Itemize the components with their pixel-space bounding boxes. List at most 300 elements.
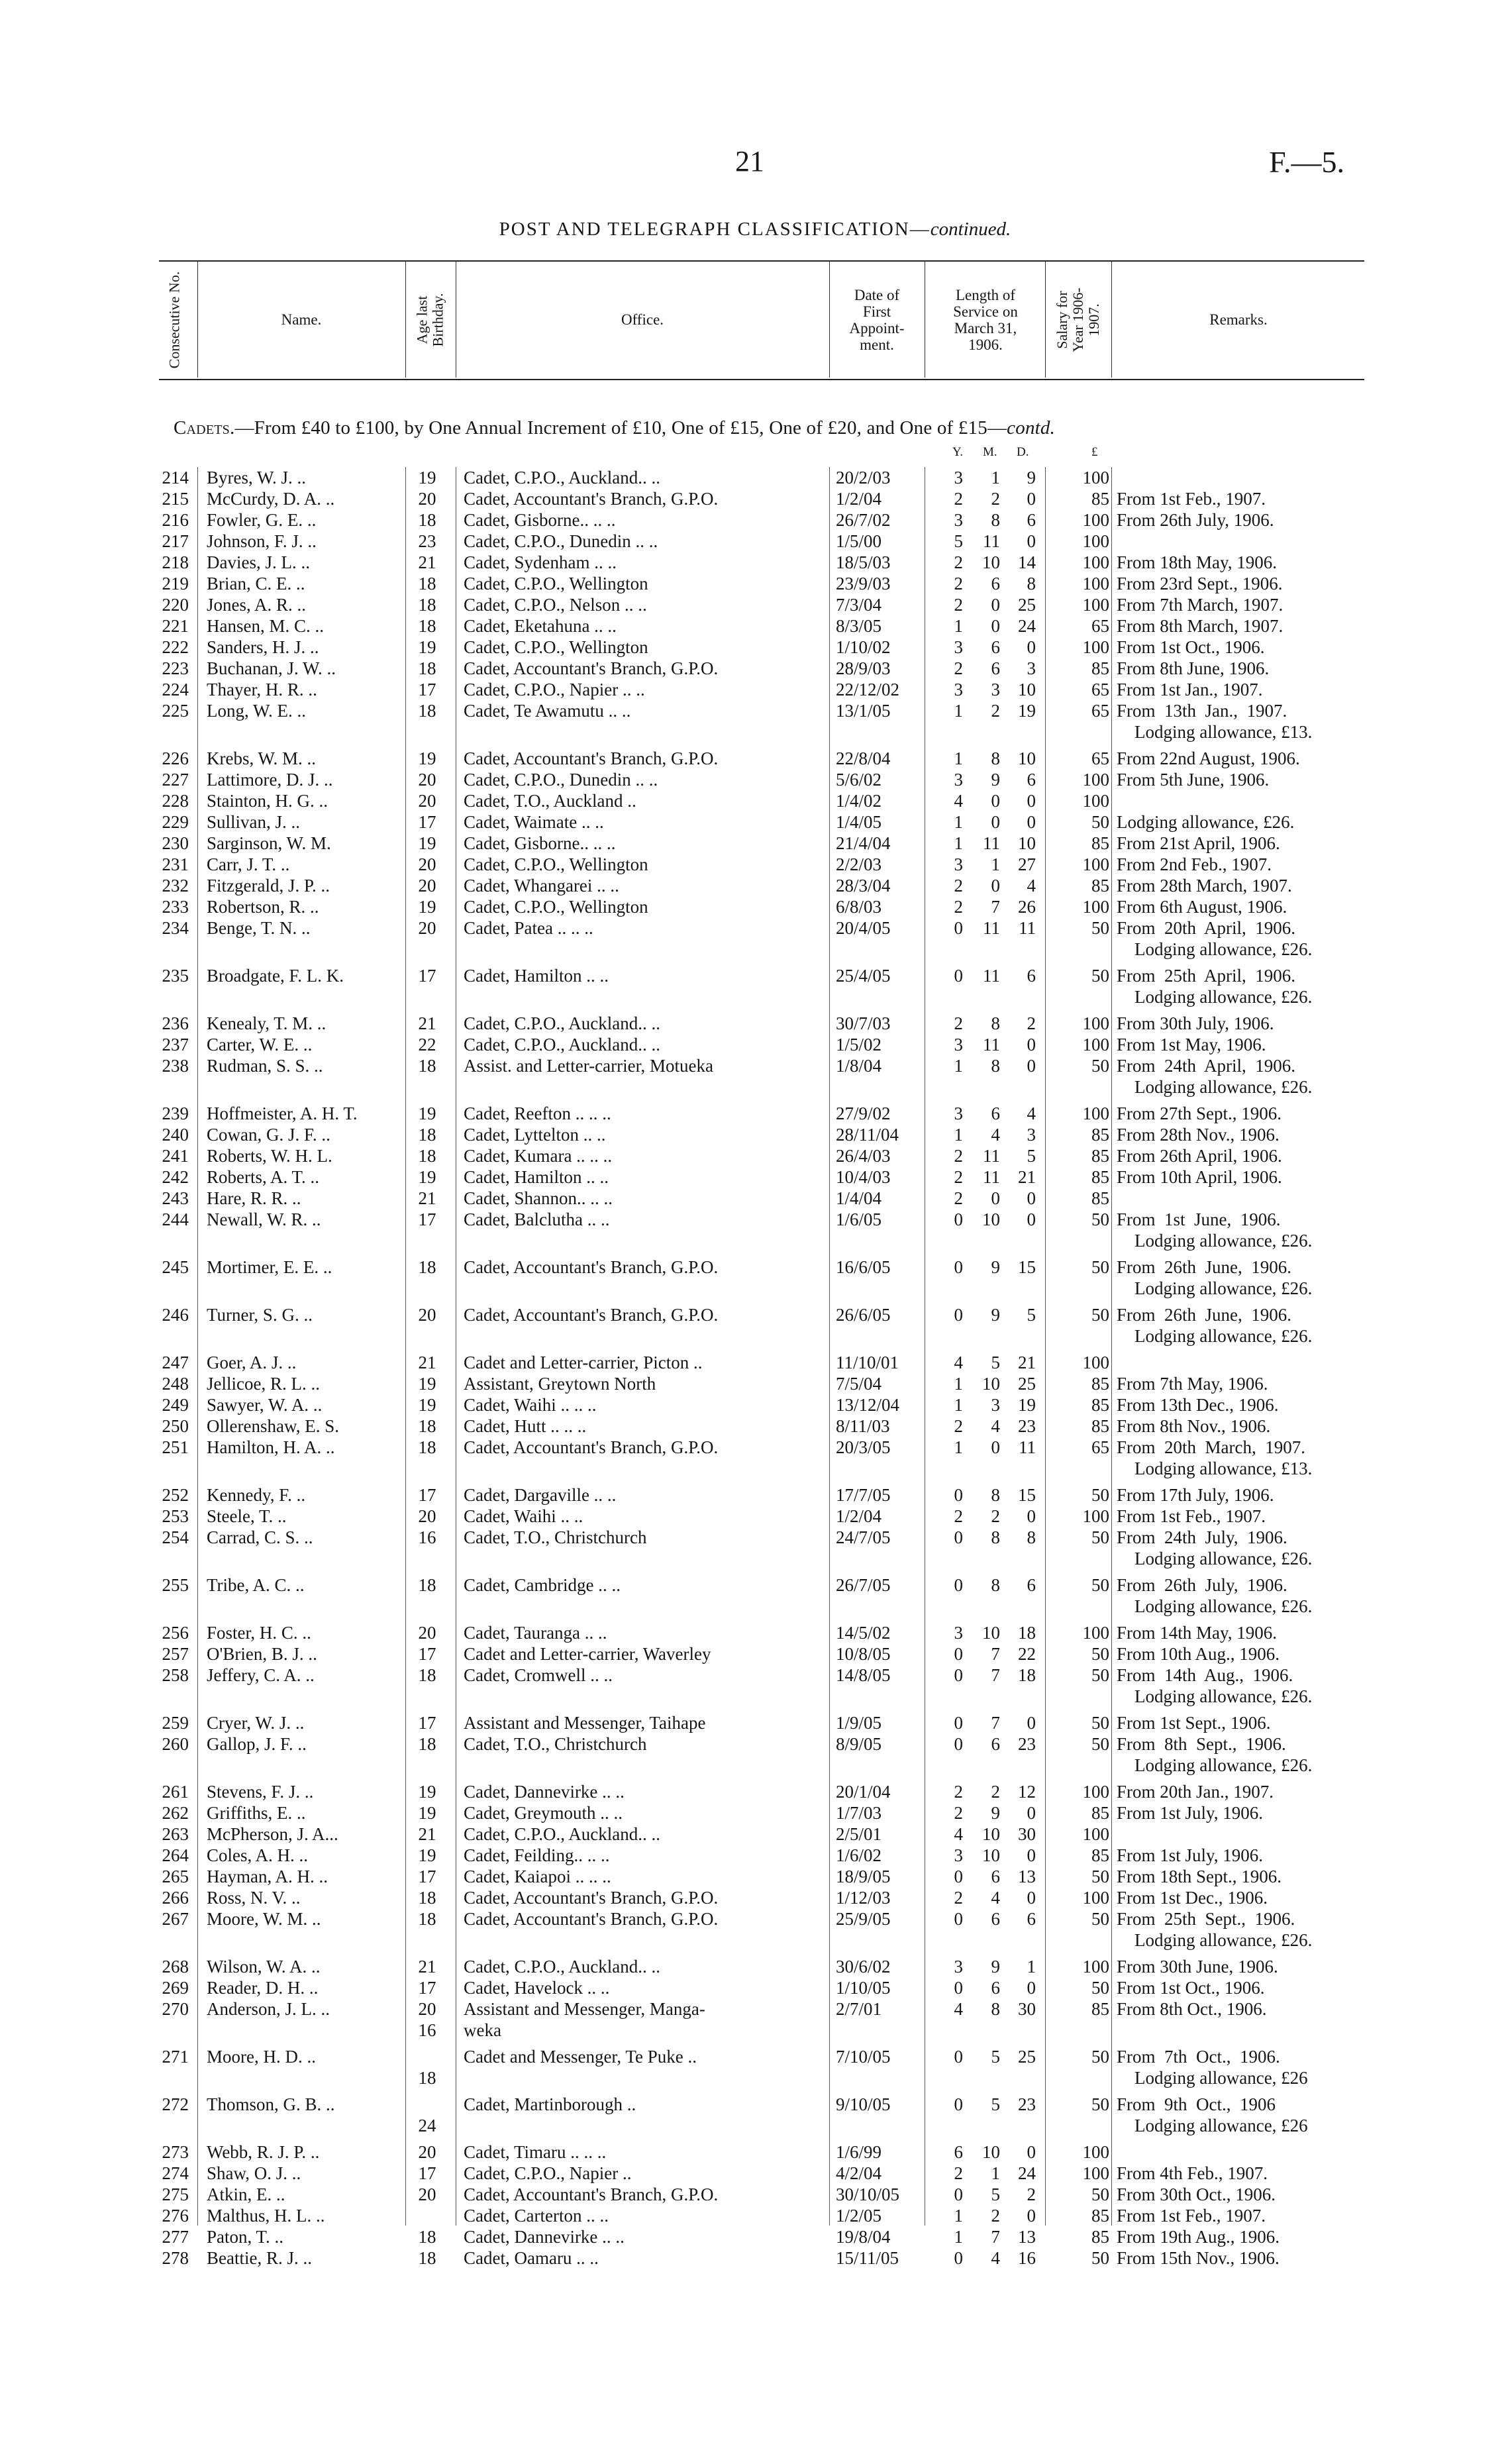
employee-name: Thomson, G. B. .. <box>207 2094 335 2114</box>
service-months: 6 <box>991 1978 1000 1998</box>
service-years: 0 <box>954 1305 963 1325</box>
service-years: 0 <box>954 1575 963 1595</box>
employee-name: Cowan, G. J. F. .. <box>207 1125 330 1145</box>
table-row <box>0 811 1510 833</box>
first-appointment-date: 2/7/01 <box>836 1999 882 2019</box>
remarks: From 27th Sept., 1906. <box>1117 1104 1282 1123</box>
service-days: 5 <box>1027 1146 1036 1166</box>
remarks: From 21st April, 1906. <box>1117 833 1280 853</box>
employee-name: Turner, S. G. .. <box>207 1305 313 1325</box>
office: Cadet, Accountant's Branch, G.P.O. <box>464 1305 719 1325</box>
age: 17 <box>418 680 436 699</box>
employee-name: Jones, A. R. .. <box>207 595 307 615</box>
office: Cadet, Havelock .. .. <box>464 1978 610 1998</box>
age: 20 <box>418 791 436 811</box>
office: Cadet, C.P.O., Wellington <box>464 637 648 657</box>
first-appointment-date: 7/5/04 <box>836 1374 882 1394</box>
consecutive-no: 223 <box>162 658 189 678</box>
salary: 50 <box>1091 966 1109 986</box>
employee-name: Roberts, W. H. L. <box>207 1146 332 1166</box>
service-years: 6 <box>954 2142 963 2162</box>
service-days: 22 <box>1018 1644 1036 1664</box>
service-months: 8 <box>991 1485 1000 1505</box>
office: Cadet, C.P.O., Nelson .. .. <box>464 595 647 615</box>
first-appointment-date: 1/7/03 <box>836 1803 882 1823</box>
remarks: From 13th Dec., 1906. <box>1117 1395 1279 1415</box>
remarks: From 10th April, 1906. <box>1117 1167 1282 1187</box>
consecutive-no: 242 <box>162 1167 189 1187</box>
consecutive-no: 264 <box>162 1845 189 1865</box>
service-years: 4 <box>954 1999 963 2019</box>
header-age <box>405 262 456 378</box>
service-months: 11 <box>983 966 1000 986</box>
age: 18 <box>418 1888 436 1908</box>
service-days: 16 <box>1018 2248 1036 2268</box>
employee-name: Goer, A. J. .. <box>207 1353 297 1372</box>
table-row <box>0 1415 1510 1437</box>
consecutive-no: 271 <box>162 2047 189 2067</box>
service-years: 2 <box>954 489 963 509</box>
consecutive-no: 246 <box>162 1305 189 1325</box>
service-years: 2 <box>954 1506 963 1526</box>
age: 17 <box>418 1485 436 1505</box>
service-years: 1 <box>954 2227 963 2247</box>
age: 20 <box>418 489 436 509</box>
office: Cadet, T.O., Christchurch <box>464 1527 647 1547</box>
age: 19 <box>418 637 436 657</box>
consecutive-no: 244 <box>162 1209 189 1229</box>
first-appointment-date: 28/11/04 <box>836 1125 899 1145</box>
remarks: From 6th August, 1906. <box>1117 897 1287 917</box>
service-years: 0 <box>954 1209 963 1229</box>
office: Assistant and Messenger, Taihape <box>464 1713 706 1733</box>
header-consecutive-no-text: Consecutive No. <box>166 271 182 368</box>
service-days: 24 <box>1018 616 1036 636</box>
office: Cadet, C.P.O., Napier .. .. <box>464 680 645 699</box>
age: 20 <box>418 2184 436 2204</box>
service-days: 3 <box>1027 658 1036 678</box>
service-days: 6 <box>1027 966 1036 986</box>
table-row <box>0 573 1510 594</box>
service-days: 23 <box>1018 2094 1036 2114</box>
service-months: 8 <box>991 1575 1000 1595</box>
service-months: 5 <box>991 1353 1000 1372</box>
salary: 85 <box>1091 658 1109 678</box>
salary: 85 <box>1091 2227 1109 2247</box>
salary: 50 <box>1091 1909 1109 1929</box>
service-days: 18 <box>1018 1665 1036 1685</box>
age: 21 <box>418 1957 436 1976</box>
table-row <box>0 1887 1510 1908</box>
service-months: 11 <box>983 1146 1000 1166</box>
employee-name: Johnson, F. J. .. <box>207 531 317 551</box>
salary: 100 <box>1082 574 1109 593</box>
remarks: From 24th July, 1906. Lodging allowance, £26. <box>1117 1527 1313 1568</box>
office: Cadet, Waimate .. .. <box>464 812 604 832</box>
service-days: 23 <box>1018 1734 1036 1754</box>
office: Cadet, Oamaru .. .. <box>464 2248 599 2268</box>
age: 19 <box>418 1395 436 1415</box>
first-appointment-date: 1/2/05 <box>836 2206 882 2226</box>
table-row <box>0 615 1510 637</box>
consecutive-no: 230 <box>162 833 189 853</box>
table-row <box>0 531 1510 552</box>
age: 18 <box>418 616 436 636</box>
service-days: 30 <box>1018 1999 1036 2019</box>
office: Cadet, Sydenham .. .. <box>464 552 617 572</box>
salary: 50 <box>1091 1305 1109 1325</box>
salary: 100 <box>1082 595 1109 615</box>
service-years: 0 <box>954 1485 963 1505</box>
service-years: 3 <box>954 637 963 657</box>
salary: 85 <box>1091 1845 1109 1865</box>
service-months: 0 <box>991 791 1000 811</box>
first-appointment-date: 7/3/04 <box>836 595 882 615</box>
first-appointment-date: 28/3/04 <box>836 876 891 896</box>
employee-name: Stevens, F. J. .. <box>207 1782 314 1802</box>
salary: 85 <box>1091 833 1109 853</box>
section-lead: Cadets. <box>174 417 235 438</box>
salary: 50 <box>1091 1527 1109 1547</box>
consecutive-no: 240 <box>162 1125 189 1145</box>
consecutive-no: 224 <box>162 680 189 699</box>
consecutive-no: 265 <box>162 1867 189 1886</box>
office: Cadet, Whangarei .. .. <box>464 876 619 896</box>
consecutive-no: 260 <box>162 1734 189 1754</box>
table-row <box>0 1124 1510 1145</box>
service-years: 3 <box>954 1104 963 1123</box>
salary: 50 <box>1091 2248 1109 2268</box>
service-months: 0 <box>991 616 1000 636</box>
age: 17 <box>418 1209 436 1229</box>
salary: 100 <box>1082 1035 1109 1054</box>
age: 19 <box>418 1374 436 1394</box>
consecutive-no: 262 <box>162 1803 189 1823</box>
service-months: 6 <box>991 658 1000 678</box>
employee-name: Buchanan, J. W. .. <box>207 658 336 678</box>
table-row <box>0 700 1510 748</box>
salary: 100 <box>1082 897 1109 917</box>
remarks: From 1st Feb., 1907. <box>1117 489 1266 509</box>
service-months: 4 <box>991 1888 1000 1908</box>
consecutive-no: 274 <box>162 2163 189 2183</box>
remarks: From 30th July, 1906. <box>1117 1013 1274 1033</box>
service-days: 15 <box>1018 1485 1036 1505</box>
table-row <box>0 1622 1510 1643</box>
office: Cadet, C.P.O., Wellington <box>464 854 648 874</box>
consecutive-no: 243 <box>162 1188 189 1208</box>
service-days: 0 <box>1027 1803 1036 1823</box>
service-years: 1 <box>954 812 963 832</box>
table-row <box>0 552 1510 573</box>
remarks: From 1st Jan., 1907. <box>1117 680 1263 699</box>
consecutive-no: 275 <box>162 2184 189 2204</box>
first-appointment-date: 8/3/05 <box>836 616 882 636</box>
salary: 85 <box>1091 1999 1109 2019</box>
first-appointment-date: 1/8/04 <box>836 1056 882 1076</box>
remarks: From 30th June, 1906. <box>1117 1957 1278 1976</box>
first-appointment-date: 18/9/05 <box>836 1867 891 1886</box>
office: Assistant, Greytown North <box>464 1374 656 1394</box>
service-days: 14 <box>1018 552 1036 572</box>
age: 19 <box>418 1803 436 1823</box>
service-years: 1 <box>954 2206 963 2226</box>
service-years: 0 <box>954 1665 963 1685</box>
employee-name: Stainton, H. G. .. <box>207 791 328 811</box>
salary: 50 <box>1091 1734 1109 1754</box>
consecutive-no: 248 <box>162 1374 189 1394</box>
service-months: 1 <box>991 468 1000 488</box>
age: 18 <box>418 2068 436 2088</box>
salary: 50 <box>1091 1713 1109 1733</box>
employee-name: Carr, J. T. .. <box>207 854 290 874</box>
age: 18 <box>418 1665 436 1685</box>
remarks: From 25th April, 1906. Lodging allowance, £26. <box>1117 966 1313 1007</box>
service-months: 2 <box>991 2206 1000 2226</box>
salary: 65 <box>1091 701 1109 721</box>
service-years: 3 <box>954 1623 963 1643</box>
remarks: From 25th Sept., 1906. Lodging allowance, £26. <box>1117 1909 1313 1950</box>
consecutive-no: 272 <box>162 2094 189 2114</box>
table-row <box>0 679 1510 700</box>
service-months: 10 <box>982 2142 1000 2162</box>
first-appointment-date: 11/10/01 <box>836 1353 899 1372</box>
office: Cadet, C.P.O., Napier .. <box>464 2163 632 2183</box>
service-months: 10 <box>982 1824 1000 1844</box>
service-days: 21 <box>1018 1353 1036 1372</box>
first-appointment-date: 18/5/03 <box>836 552 891 572</box>
salary: 100 <box>1082 531 1109 551</box>
age: 21 <box>418 552 436 572</box>
table-row <box>0 1665 1510 1712</box>
classification-table <box>0 467 1510 2269</box>
remarks: From 8th March, 1907. <box>1117 616 1284 636</box>
consecutive-no: 273 <box>162 2142 189 2162</box>
service-months: 10 <box>982 1374 1000 1394</box>
consecutive-no: 239 <box>162 1104 189 1123</box>
service-years: 2 <box>954 1013 963 1033</box>
office: Cadet and Messenger, Te Puke .. <box>464 2047 697 2067</box>
service-days: 0 <box>1027 1209 1036 1229</box>
remarks: From 1st Oct., 1906. <box>1117 1978 1265 1998</box>
employee-name: Wilson, W. A. .. <box>207 1957 321 1976</box>
unit-days: D. <box>1017 445 1029 459</box>
office: Cadet, C.P.O., Auckland.. .. <box>464 1957 660 1976</box>
service-years: 2 <box>954 595 963 615</box>
salary: 85 <box>1091 1416 1109 1436</box>
service-months: 8 <box>991 510 1000 530</box>
table-row <box>0 1013 1510 1034</box>
service-years: 0 <box>954 2047 963 2067</box>
service-months: 5 <box>991 2184 1000 2204</box>
service-months: 2 <box>991 701 1000 721</box>
office: Cadet and Letter-carrier, Picton .. <box>464 1353 703 1372</box>
remarks: From 1st July, 1906. <box>1117 1845 1264 1865</box>
service-years: 2 <box>954 876 963 896</box>
service-months: 8 <box>991 1527 1000 1547</box>
employee-name: Krebs, W. M. .. <box>207 748 317 768</box>
remarks: From 14th May, 1906. <box>1117 1623 1277 1643</box>
salary: 50 <box>1091 1867 1109 1886</box>
consecutive-no: 247 <box>162 1353 189 1372</box>
service-months: 0 <box>991 1437 1000 1457</box>
first-appointment-date: 1/4/02 <box>836 791 882 811</box>
employee-name: Lattimore, D. J. .. <box>207 770 333 790</box>
consecutive-no: 219 <box>162 574 189 593</box>
remarks: From 19th Aug., 1906. <box>1117 2227 1280 2247</box>
remarks: From 23rd Sept., 1906. <box>1117 574 1283 593</box>
service-years: 1 <box>954 1395 963 1415</box>
table-row <box>0 2247 1510 2269</box>
salary: 100 <box>1082 1782 1109 1802</box>
table-row <box>0 1506 1510 1527</box>
consecutive-no: 255 <box>162 1575 189 1595</box>
office: Cadet, Cambridge .. .. <box>464 1575 621 1595</box>
remarks: From 7th May, 1906. <box>1117 1374 1268 1394</box>
service-months: 3 <box>991 680 1000 699</box>
remarks: From 9th Oct., 1906 Lodging allowance, £26 <box>1117 2094 1308 2135</box>
first-appointment-date: 14/8/05 <box>836 1665 891 1685</box>
remarks: From 17th July, 1906. <box>1117 1485 1274 1505</box>
consecutive-no: 225 <box>162 701 189 721</box>
consecutive-no: 259 <box>162 1713 189 1733</box>
service-years: 5 <box>954 531 963 551</box>
salary: 50 <box>1091 918 1109 938</box>
salary: 100 <box>1082 510 1109 530</box>
consecutive-no: 232 <box>162 876 189 896</box>
service-days: 3 <box>1027 1125 1036 1145</box>
service-days: 25 <box>1018 595 1036 615</box>
consecutive-no: 235 <box>162 966 189 986</box>
service-years: 4 <box>954 791 963 811</box>
table-row <box>0 1823 1510 1845</box>
remarks: From 1st July, 1906. <box>1117 1803 1264 1823</box>
service-months: 3 <box>991 1395 1000 1415</box>
age: 20 16 <box>418 1999 436 2040</box>
service-months: 8 <box>991 748 1000 768</box>
service-years: 0 <box>954 2094 963 2114</box>
service-days: 6 <box>1027 1909 1036 1929</box>
first-appointment-date: 17/7/05 <box>836 1485 891 1505</box>
age: 24 <box>418 2116 436 2135</box>
service-days: 11 <box>1019 1437 1036 1457</box>
table-row <box>0 637 1510 658</box>
table-row <box>0 1188 1510 1209</box>
service-days: 19 <box>1018 701 1036 721</box>
service-months: 0 <box>991 876 1000 896</box>
age: 18 <box>418 1056 436 1076</box>
office: Cadet, Accountant's Branch, G.P.O. <box>464 2184 719 2204</box>
consecutive-no: 268 <box>162 1957 189 1976</box>
table-row <box>0 1304 1510 1352</box>
office: Cadet, Hutt .. .. .. <box>464 1416 587 1436</box>
consecutive-no: 231 <box>162 854 189 874</box>
service-days: 0 <box>1027 1845 1036 1865</box>
table-row <box>0 467 1510 488</box>
salary: 65 <box>1091 680 1109 699</box>
service-years: 0 <box>954 966 963 986</box>
service-months: 10 <box>982 1845 1000 1865</box>
consecutive-no: 217 <box>162 531 189 551</box>
age: 19 <box>418 1782 436 1802</box>
first-appointment-date: 1/12/03 <box>836 1888 891 1908</box>
age: 20 <box>418 1623 436 1643</box>
service-months: 4 <box>991 2248 1000 2268</box>
employee-name: Moore, W. M. .. <box>207 1909 321 1929</box>
consecutive-no: 269 <box>162 1978 189 1998</box>
first-appointment-date: 5/6/02 <box>836 770 882 790</box>
age: 21 <box>418 1353 436 1372</box>
first-appointment-date: 19/8/04 <box>836 2227 891 2247</box>
employee-name: Ollerenshaw, E. S. <box>207 1416 339 1436</box>
salary: 50 <box>1091 1209 1109 1229</box>
service-years: 2 <box>954 2163 963 2183</box>
employee-name: Fitzgerald, J. P. .. <box>207 876 330 896</box>
service-months: 5 <box>991 2047 1000 2067</box>
service-days: 1 <box>1027 1957 1036 1976</box>
table-row <box>0 2094 1510 2141</box>
employee-name: Mortimer, E. E. .. <box>207 1257 332 1277</box>
table-row <box>0 1712 1510 1733</box>
remarks: From 1st May, 1906. <box>1117 1035 1266 1054</box>
service-days: 0 <box>1027 531 1036 551</box>
employee-name: Atkin, E. .. <box>207 2184 285 2204</box>
unit-months: M. <box>983 445 997 459</box>
first-appointment-date: 26/7/02 <box>836 510 891 530</box>
service-days: 11 <box>1019 918 1036 938</box>
table-row <box>0 896 1510 917</box>
employee-name: Fowler, G. E. .. <box>207 510 317 530</box>
age: 18 <box>418 574 436 593</box>
service-months: 6 <box>991 1104 1000 1123</box>
service-years: 3 <box>954 468 963 488</box>
service-days: 0 <box>1027 2142 1036 2162</box>
consecutive-no: 245 <box>162 1257 189 1277</box>
table-row <box>0 1527 1510 1574</box>
remarks: From 28th Nov., 1906. <box>1117 1125 1280 1145</box>
service-years: 0 <box>954 1978 963 1998</box>
table-row <box>0 1034 1510 1055</box>
table-row <box>0 1574 1510 1622</box>
remarks: From 28th March, 1907. <box>1117 876 1292 896</box>
first-appointment-date: 13/12/04 <box>836 1395 900 1415</box>
salary: 85 <box>1091 1125 1109 1145</box>
table-row <box>0 790 1510 811</box>
salary: 100 <box>1082 791 1109 811</box>
header-divider <box>197 262 198 378</box>
service-months: 7 <box>991 1665 1000 1685</box>
consecutive-no: 236 <box>162 1013 189 1033</box>
remarks: Lodging allowance, £26. <box>1117 812 1295 832</box>
service-days: 27 <box>1018 854 1036 874</box>
first-appointment-date: 1/6/05 <box>836 1209 882 1229</box>
first-appointment-date: 10/4/03 <box>836 1167 891 1187</box>
service-days: 30 <box>1018 1824 1036 1844</box>
office: Cadet, C.P.O., Auckland.. .. <box>464 1013 660 1033</box>
service-months: 8 <box>991 1999 1000 2019</box>
age: 21 <box>418 1188 436 1208</box>
employee-name: Long, W. E. .. <box>207 701 307 721</box>
service-days: 23 <box>1018 1416 1036 1436</box>
consecutive-no: 226 <box>162 748 189 768</box>
remarks: From 30th Oct., 1906. <box>1117 2184 1276 2204</box>
service-years: 1 <box>954 1125 963 1145</box>
header-divider <box>1111 262 1112 378</box>
employee-name: Broadgate, F. L. K. <box>207 966 344 986</box>
page-number: 21 <box>735 145 764 178</box>
table-row <box>0 748 1510 769</box>
unit-pounds: £ <box>1091 445 1098 459</box>
